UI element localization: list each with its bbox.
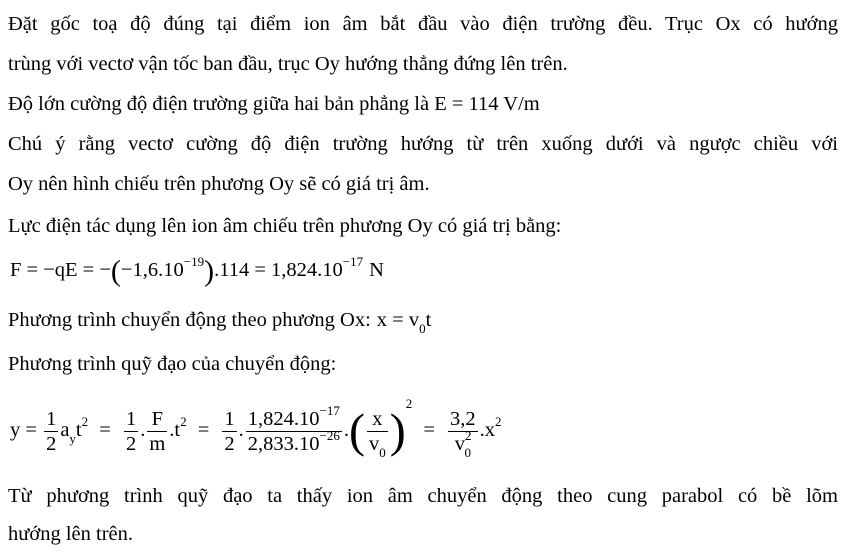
paragraph-1-line-1: Đặt gốc toạ độ đúng tại điểm ion âm bắt đầu vào điện trường đều. Trục Ox có hướng (8, 13, 838, 35)
paragraph-5-text: Phương trình chuyển động theo phương Ox: (8, 309, 371, 331)
motion-eq-lhs: x = v (376, 309, 420, 331)
force-eq-inner: −1,6.10 (120, 259, 184, 281)
force-eq-lhs: F = −qE = − (10, 259, 111, 281)
paragraph-7-line-2: hướng lên trên. (8, 523, 133, 545)
frac-half-2: $\frac{1}{2}$ (125, 407, 137, 455)
close-paren: ) (204, 254, 215, 288)
paragraph-7-line-1: Từ phương trình quỹ đạo ta thấy ion âm chuyển động theo cung parabol có bề lõm (8, 485, 838, 507)
force-equation (10, 254, 384, 288)
force-eq-unit: N (369, 259, 384, 281)
force-eq-exp2: −17 (342, 254, 364, 270)
force-eq-mid: .114 = 1,824.10 (214, 259, 343, 281)
motion-eq-sub: 0 (419, 321, 426, 337)
frac-half-3: $\frac{1}{2}$ (224, 407, 235, 455)
frac-half-1: $\frac{1}{2}$ (46, 407, 57, 455)
traj-y: y = (10, 419, 37, 441)
paragraph-2: Độ lớn cường độ điện trường giữa hai bản phẳng là E = 114 V/m (8, 93, 540, 115)
paragraph-3-line-1: Chú ý rằng vectơ cường độ điện trường hướng từ trên xuống dưới và ngược chiều với (8, 133, 838, 155)
frac-coeff: $\frac{3,2}{v^2_0}$ (450, 407, 476, 460)
motion-eq-rhs: t (425, 309, 432, 331)
frac-F-over-m: $\frac{F}{m}$ (149, 407, 166, 455)
paragraph-5 (8, 306, 432, 337)
frac-x-over-v0: $\frac{x}{v_0}$ (368, 407, 386, 460)
frac-values: $\frac{1,824.10^{-17}}{2,833.10^{-26}}$ (247, 402, 340, 455)
force-eq-exp1: −19 (183, 254, 205, 270)
paragraph-3-line-2: Oy nên hình chiếu trên phương Oy sẽ có giá trị âm. (8, 173, 430, 195)
trajectory-equation: y = $\frac{1}{2}$ $a_yt^2$ = $\frac{1}{2}$ . $\frac{F}{m}$ $.t^2$ = $\frac{1}{2}$ . $\frac{1,824.10^{-17}}{2,833.10^{-26}}$ .( $\frac{x}{v_0}$ )$^2$ = $\frac{3,2}{v^2_0}$ $.x^2$ (10, 396, 502, 460)
paragraph-1-line-2: trùng với vectơ vận tốc ban đầu, trục Oy hướng thẳng đứng lên trên. (8, 53, 568, 75)
paragraph-4: Lực điện tác dụng lên ion âm chiếu trên phương Oy có giá trị bằng: (8, 215, 562, 237)
paragraph-6: Phương trình quỹ đạo của chuyển động: (8, 353, 337, 375)
open-paren: ( (110, 254, 121, 288)
